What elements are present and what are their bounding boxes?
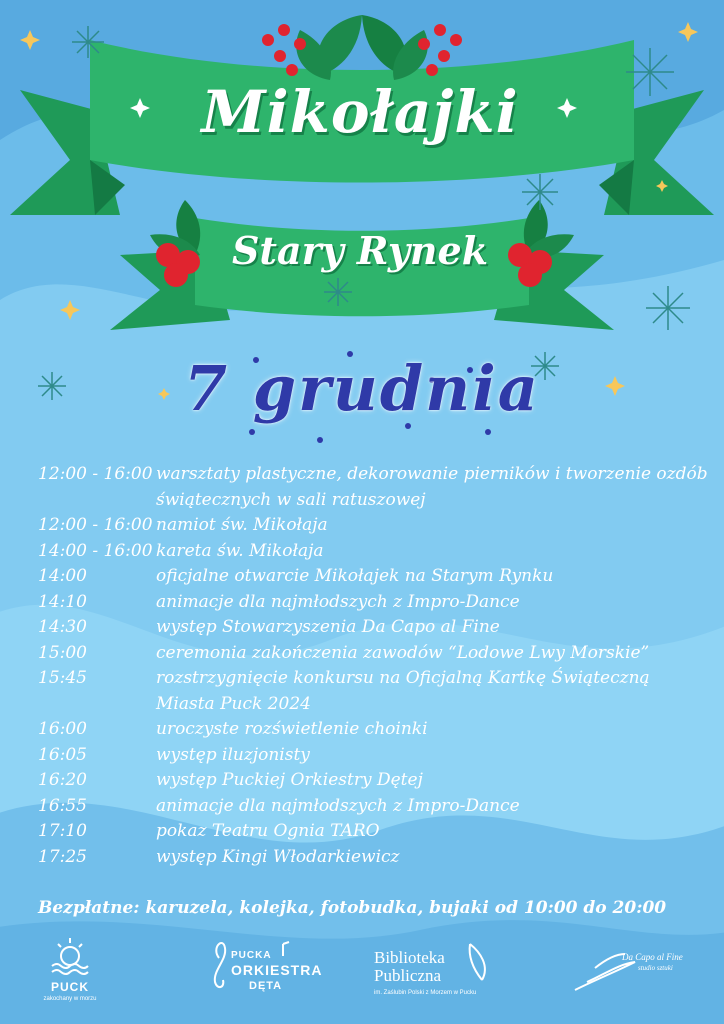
schedule-desc: animacje dla najmłodszych z Impro-Dance bbox=[156, 591, 520, 612]
schedule-time: 16:55 bbox=[38, 795, 87, 816]
schedule-time: 15:00 bbox=[38, 642, 87, 663]
schedule-desc: występ Stowarzyszenia Da Capo al Fine bbox=[156, 617, 500, 637]
schedule-row bbox=[38, 539, 708, 565]
schedule-time: 12:00 - 16:00 bbox=[38, 515, 153, 535]
schedule-time: 16:00 bbox=[38, 719, 87, 739]
schedule-desc: występ Puckiej Orkiestry Dętej bbox=[156, 770, 423, 790]
schedule-row bbox=[38, 666, 708, 717]
schedule-desc: namiot św. Mikołaja bbox=[156, 515, 328, 535]
orchestra-logo-line1: PUCKA bbox=[231, 950, 272, 961]
capo-logo bbox=[560, 940, 690, 1000]
free-attractions: Bezpłatne: karuzela, kolejka, fotobudka, bujaki od 10:00 do 20:00 bbox=[38, 898, 667, 918]
event-location: Stary Rynek bbox=[231, 228, 489, 273]
library-logo bbox=[370, 936, 520, 1006]
schedule-list bbox=[38, 462, 708, 870]
schedule-time: 17:25 bbox=[38, 846, 87, 867]
schedule-desc: występ Kingi Włodarkiewicz bbox=[156, 846, 400, 867]
schedule-time: 17:10 bbox=[38, 821, 87, 841]
schedule-row bbox=[38, 513, 708, 539]
event-title: Mikołajki bbox=[201, 78, 519, 146]
capo-logo-line1: Da Capo al Fine bbox=[622, 952, 683, 962]
schedule-time: 16:20 bbox=[38, 770, 87, 790]
library-logo-line1: Biblioteka bbox=[374, 948, 445, 967]
schedule-row bbox=[38, 462, 708, 513]
orchestra-logo-line3: DĘTA bbox=[249, 980, 283, 992]
schedule-desc: uroczyste rozświetlenie choinki bbox=[156, 719, 428, 739]
schedule-time: 14:30 bbox=[38, 617, 87, 637]
schedule-row bbox=[38, 564, 708, 590]
schedule-desc: pokaz Teatru Ognia TARO bbox=[156, 821, 380, 841]
schedule-time: 14:00 - 16:00 bbox=[38, 540, 153, 561]
schedule-row bbox=[38, 819, 708, 845]
schedule-time: 12:00 - 16:00 bbox=[38, 464, 153, 484]
schedule-desc: oficjalne otwarcie Mikołajek na Starym Rynku bbox=[156, 566, 554, 586]
schedule-desc: kareta św. Mikołaja bbox=[156, 540, 324, 561]
library-logo-line2: Publiczna bbox=[374, 966, 442, 985]
schedule-row bbox=[38, 845, 708, 871]
orchestra-logo-line2: ORKIESTRA bbox=[231, 962, 323, 978]
schedule-row bbox=[38, 768, 708, 794]
puck-logo-tagline: zakochany w morzu bbox=[43, 996, 97, 1002]
schedule-row bbox=[38, 743, 708, 769]
capo-logo-line2: studio sztuki bbox=[638, 964, 673, 972]
schedule-desc: animacje dla najmłodszych z Impro-Dance bbox=[156, 795, 520, 816]
schedule-row bbox=[38, 590, 708, 616]
schedule-row bbox=[38, 794, 708, 820]
schedule-time: 14:00 bbox=[38, 566, 87, 586]
schedule-desc: ceremonia zakończenia zawodów “Lodowe Lwy Morskie” bbox=[156, 642, 650, 663]
puck-logo bbox=[40, 930, 100, 1010]
schedule-row bbox=[38, 717, 708, 743]
puck-logo-name: PUCK bbox=[50, 980, 89, 994]
schedule-time: 14:10 bbox=[38, 591, 87, 612]
schedule-row bbox=[38, 615, 708, 641]
orchestra-logo bbox=[205, 938, 323, 1008]
schedule-desc: występ iluzjonisty bbox=[156, 744, 310, 765]
schedule-desc: rozstrzygnięcie konkursu na Oficjalną Kartkę Świąteczną Miasta Puck 2024 bbox=[156, 668, 650, 714]
library-logo-line3: im. Zaślubin Polski z Morzem w Pucku bbox=[374, 990, 477, 996]
schedule-desc: warsztaty plastyczne, dekorowanie pierników i tworzenie ozdób świątecznych w sali ratuszowej bbox=[156, 464, 708, 510]
event-date: 7 grudnia bbox=[184, 352, 540, 425]
schedule-time: 15:45 bbox=[38, 668, 87, 688]
schedule-row bbox=[38, 641, 708, 667]
schedule-time: 16:05 bbox=[38, 744, 87, 765]
